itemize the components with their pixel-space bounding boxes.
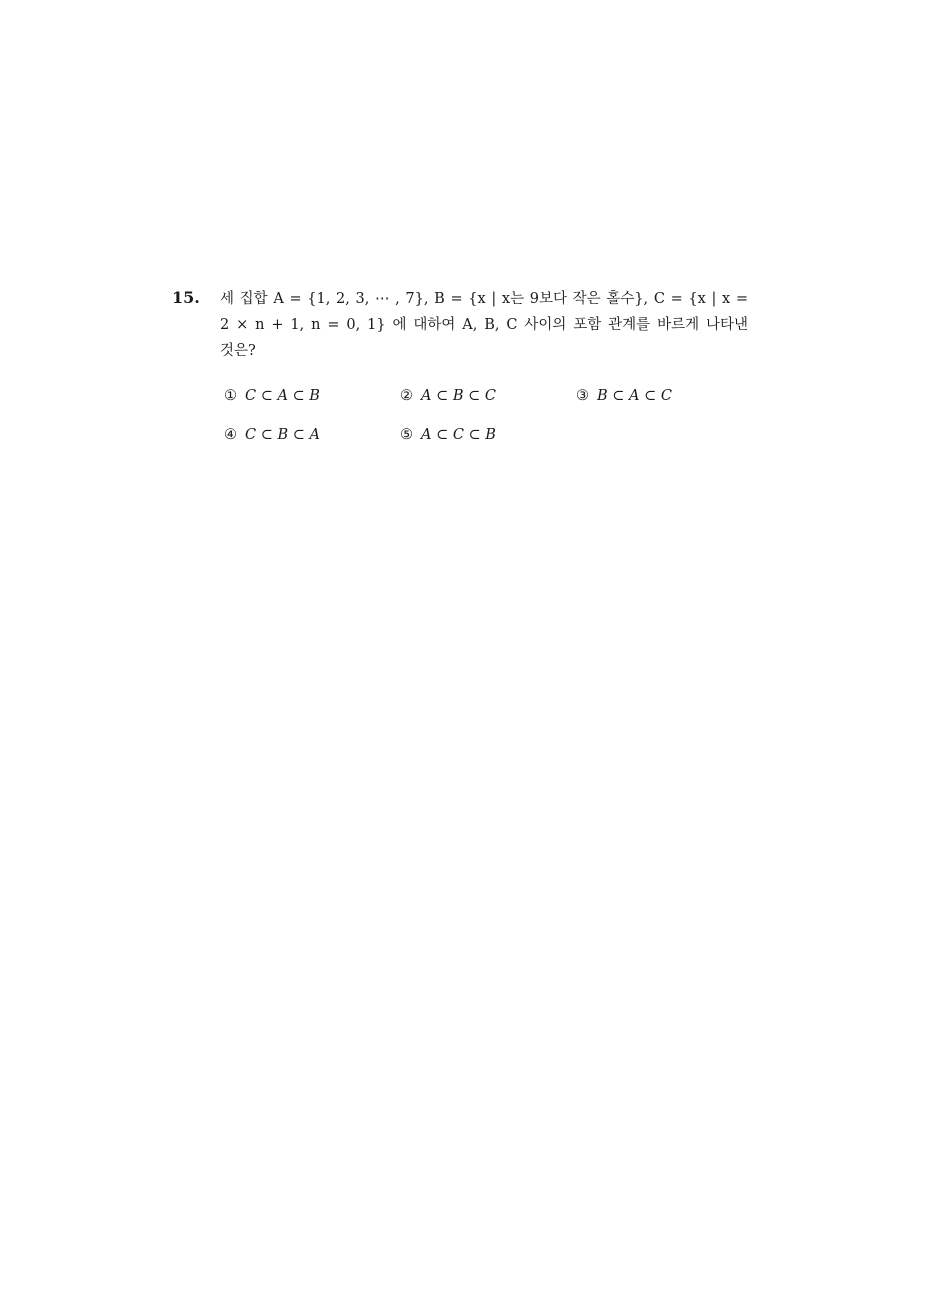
choice-4-mark: ④ [224, 427, 237, 443]
choice-1-text: C ⊂ A ⊂ B [245, 388, 320, 404]
choice-3-mark: ③ [576, 388, 589, 404]
choice-1[interactable] [224, 388, 320, 404]
stem-line-3: 것은? [220, 343, 256, 359]
choice-4-text: C ⊂ B ⊂ A [245, 427, 320, 443]
choice-5-mark: ⑤ [400, 427, 413, 443]
stem-line-2: 2 × n + 1, n = 0, 1} 에 대하여 A, B, C 사이의 포함 관계를 바르게 나타낸 [220, 317, 748, 333]
problem-stem [220, 286, 748, 364]
choice-5-text: A ⊂ C ⊂ B [421, 427, 496, 443]
choice-2[interactable] [400, 388, 496, 404]
stem-line-1: 세 집합 A = {1, 2, 3, ⋯ , 7}, B = {x | x는 9보다 작은 홀수}, C = {x | x = [220, 291, 748, 307]
choice-3-text: B ⊂ A ⊂ C [597, 388, 672, 404]
choice-4[interactable] [224, 427, 320, 443]
choice-5[interactable] [400, 427, 496, 443]
choice-2-mark: ② [400, 388, 413, 404]
choice-1-mark: ① [224, 388, 237, 404]
choice-3[interactable] [576, 388, 672, 404]
choice-2-text: A ⊂ B ⊂ C [421, 388, 496, 404]
problem-number: 15. [172, 288, 200, 307]
